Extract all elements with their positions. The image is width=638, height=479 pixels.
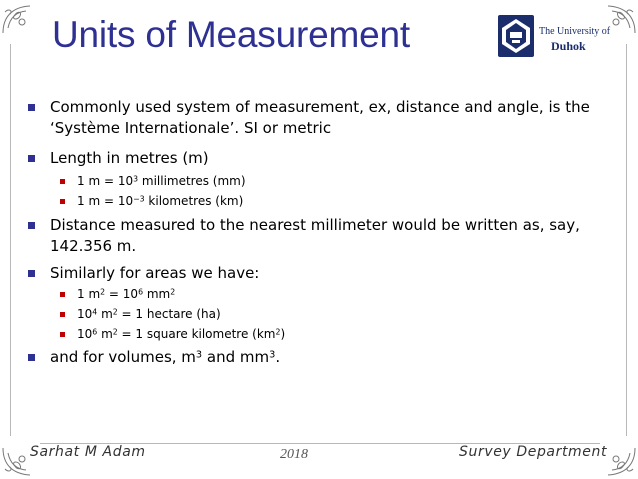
corner-ornament-icon <box>0 2 34 36</box>
bullet-square-icon <box>28 104 35 111</box>
bullet-text: Length in metres (m) <box>50 149 209 167</box>
sub-bullet-square-icon <box>60 332 65 337</box>
sub-bullet-square-icon <box>60 199 65 204</box>
corner-ornament-icon <box>604 445 638 479</box>
logo-university-line: The University of <box>539 26 611 37</box>
footer-year: 2018 <box>280 447 308 462</box>
footer-department: Survey Department <box>459 444 608 460</box>
corner-ornament-icon <box>0 445 34 479</box>
sub-bullet-text: $10^4$ $m^2 = 1$ hectare (ha) <box>77 307 221 321</box>
bullet-item <box>28 215 603 259</box>
frame-line-left <box>10 44 11 436</box>
bullet-text: and for volumes, $m^3$ and $mm^3$. <box>50 348 281 366</box>
bullet-text: Commonly used system of measurement, ex, distance and angle, is the ‘Système Internationale’. SI or metric <box>50 98 590 137</box>
sub-bullet-square-icon <box>60 312 65 317</box>
bullet-text: Distance measured to the nearest millimeter would be written as, say, 142.356 m. <box>50 216 580 255</box>
sub-bullet-item <box>60 193 580 210</box>
bullet-square-icon <box>28 354 35 361</box>
sub-bullet-item <box>60 173 580 190</box>
sub-bullet-text: 1 $m^2 = 10^6$ $mm^2$ <box>77 287 176 301</box>
bullet-item <box>28 347 603 368</box>
sub-bullet-item <box>60 286 580 303</box>
sub-bullet-item <box>60 306 580 323</box>
bullet-item <box>28 97 603 141</box>
sub-bullet-text: 1 $m = 10^{-3}$ kilometres (km) <box>77 194 244 208</box>
sub-bullet-item <box>60 326 580 343</box>
footer-author: Sarhat M Adam <box>30 444 146 460</box>
sub-bullet-text: 1 $m = 10^3$ millimetres (mm) <box>77 174 246 188</box>
sub-bullet-text: $10^6$ $m^2 = 1$ square kilometre $(km^2)$ <box>77 327 286 341</box>
bullet-text: Similarly for areas we have: <box>50 264 260 282</box>
bullet-item <box>28 263 603 284</box>
frame-line-right <box>626 44 627 436</box>
sub-bullet-square-icon <box>60 292 65 297</box>
sub-bullet-square-icon <box>60 179 65 184</box>
bullet-square-icon <box>28 155 35 162</box>
logo-university-name: Duhok <box>551 39 586 53</box>
university-seal-icon <box>497 14 535 58</box>
bullet-item <box>28 148 603 169</box>
bullet-square-icon <box>28 222 35 229</box>
university-logo <box>497 14 611 60</box>
bullet-square-icon <box>28 270 35 277</box>
slide-title: Units of Measurement <box>52 14 410 55</box>
